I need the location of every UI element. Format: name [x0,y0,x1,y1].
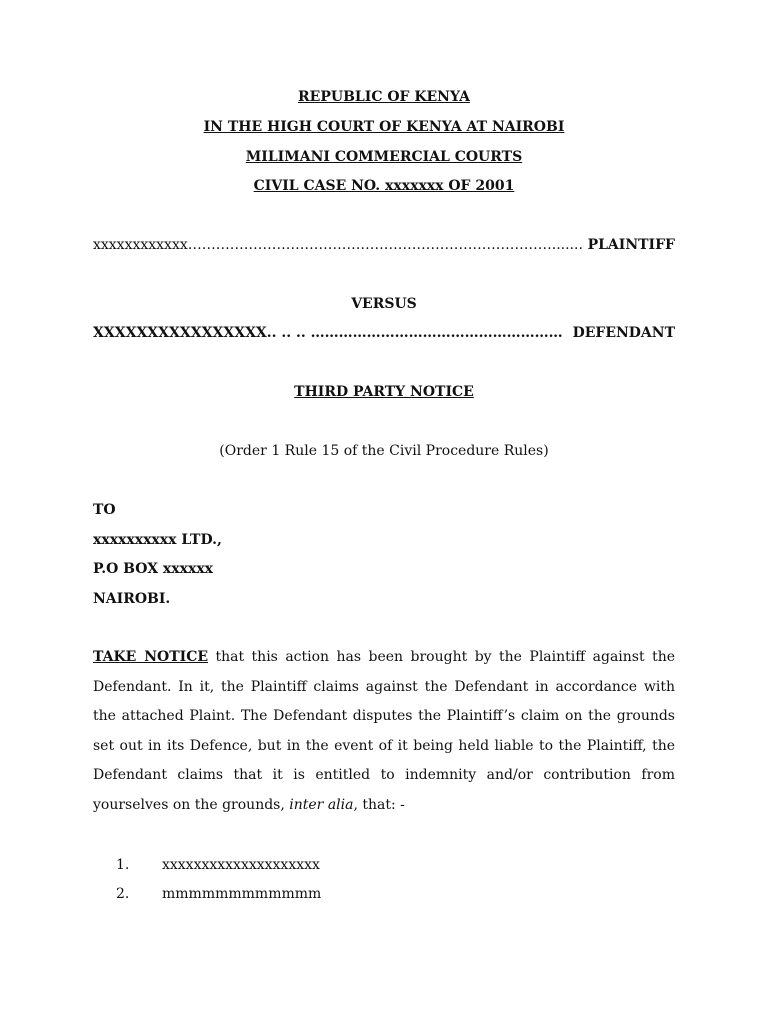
defendant-name: XXXXXXXXXXXXXXXX [93,325,267,341]
heading-court: IN THE HIGH COURT OF KENYA AT NAIROBI [203,119,565,135]
notice-tail: , that: - [353,796,405,813]
notice-text: that this action has been brought by the Plaintiff against the Defendant. In it, the Plaintiff claims against the Defendant in accordance with the attached Plaint. The Defendant disputes the Plaintiff’s claim on the grounds set out in its Defence, but in the event of it being held liable to the Plaintiff, the Defendant claims that it is entitled to indemnity and/or contribution from yourselves on the grounds, [93,649,675,813]
take-notice-label: TAKE NOTICE [93,649,209,665]
plaintiff-line [93,237,675,253]
defendant-role: DEFENDANT [572,325,675,341]
defendant-line [93,325,675,341]
plaintiff-role: PLAINTIFF [587,237,675,253]
plaintiff-leader: ……………………………………………………………………....... [187,237,583,253]
address-box: P.O BOX xxxxxx [93,561,214,577]
heading-case-number: CIVIL CASE NO. xxxxxxx OF 2001 [253,178,515,194]
plaintiff-name: xxxxxxxxxxxx [93,237,188,253]
address-name: xxxxxxxxxx LTD., [93,532,222,548]
notice-paragraph [93,643,675,820]
defendant-leader: .. .. .. ……………………………………………… [266,325,563,341]
inter-alia-text: inter alia [289,796,354,813]
address-to: TO [93,502,116,518]
ground-2-number: 2. [116,886,130,902]
ground-1-text: xxxxxxxxxxxxxxxxxxxx [162,857,320,873]
order-reference: (Order 1 Rule 15 of the Civil Procedure Rules) [219,443,549,459]
ground-2-text: mmmmmmmmmmmm [162,886,322,902]
address-city: NAIROBI. [93,591,171,607]
ground-1-number: 1. [116,857,130,873]
versus-label: VERSUS [351,296,417,312]
notice-title: THIRD PARTY NOTICE [294,384,474,400]
heading-republic: REPUBLIC OF KENYA [298,89,470,105]
heading-division: MILIMANI COMMERCIAL COURTS [245,149,523,165]
